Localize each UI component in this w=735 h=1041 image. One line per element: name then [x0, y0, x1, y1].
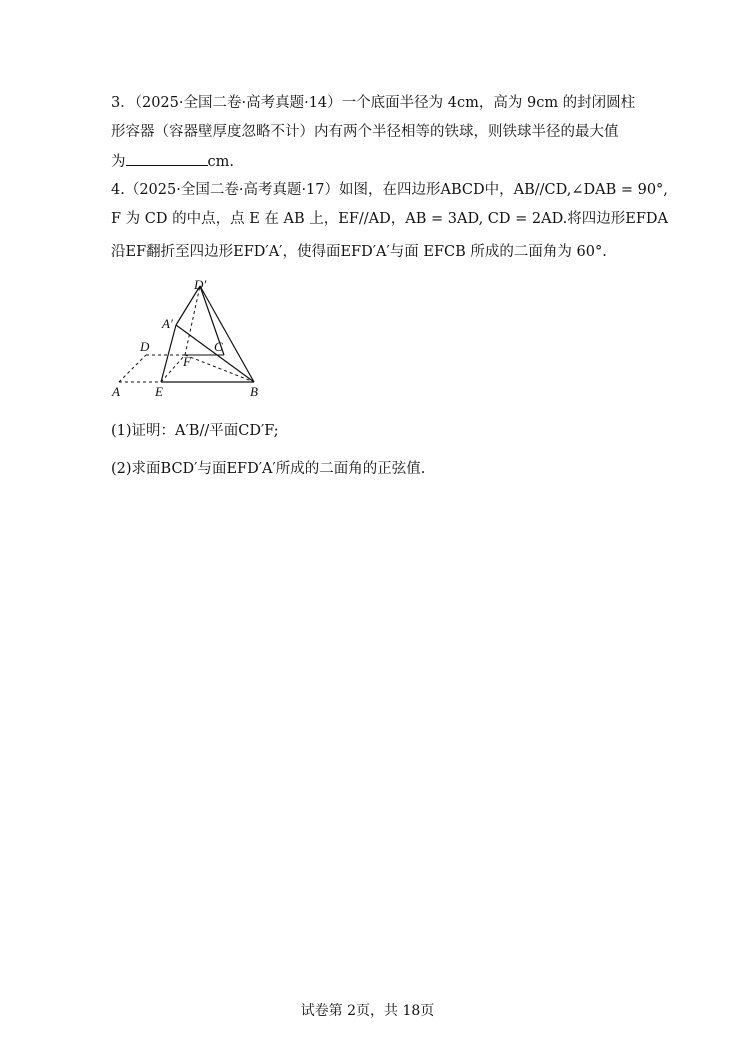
- label-D-prime: D′: [194, 278, 207, 292]
- label-C: C: [214, 339, 223, 354]
- label-E: E: [155, 384, 163, 399]
- edge-AD: [119, 355, 146, 382]
- folded-quadrilateral-diagram: [106, 278, 276, 403]
- label-D: D: [140, 339, 150, 354]
- solid-edges: [161, 286, 254, 382]
- label-A: A: [112, 384, 120, 399]
- q3-line-3: [111, 151, 234, 172]
- q4-line-1: 4.（2025·全国二卷·高考真题·17）如图，在四边形ABCD中，AB//CD,∠DAB = 90°,: [111, 182, 668, 198]
- label-F: F: [183, 354, 191, 369]
- edge-FB: [185, 355, 254, 382]
- page-footer: 试卷第 2页，共 18页: [300, 1003, 435, 1019]
- q4-line-2: F 为 CD 的中点，点 E 在 AB 上，EF//AD，AB = 3AD, CD = 2AD.将四边形EFDA: [111, 211, 669, 227]
- q3-line-2: 形容器（容器壁厚度忽略不计）内有两个半径相等的铁球，则铁球半径的最大值: [111, 124, 619, 140]
- edge-FD-prime: [185, 286, 200, 355]
- q4-part-2: (2)求面BCD′与面EFD′A′所成的二面角的正弦值.: [111, 461, 426, 477]
- answer-blank: [126, 151, 208, 166]
- q4-line-3: 沿EF翻折至四边形EFD′A′，使得面EFD′A′与面 EFCB 所成的二面角为 60°.: [111, 244, 607, 260]
- q3-line-3-unit: cm.: [207, 154, 234, 170]
- label-B: B: [250, 384, 258, 399]
- edge-D-prime-B: [200, 286, 254, 382]
- q3-line-3-prefix: 为: [111, 154, 126, 170]
- label-A-prime: A′: [162, 316, 173, 331]
- edge-EA-prime: [161, 325, 176, 382]
- q4-part-1: (1)证明：A′B//平面CD′F;: [111, 423, 279, 439]
- q3-line-1: 3．（2025·全国二卷·高考真题·14）一个底面半径为 4cm，高为 9cm 的封闭圆柱: [111, 95, 636, 111]
